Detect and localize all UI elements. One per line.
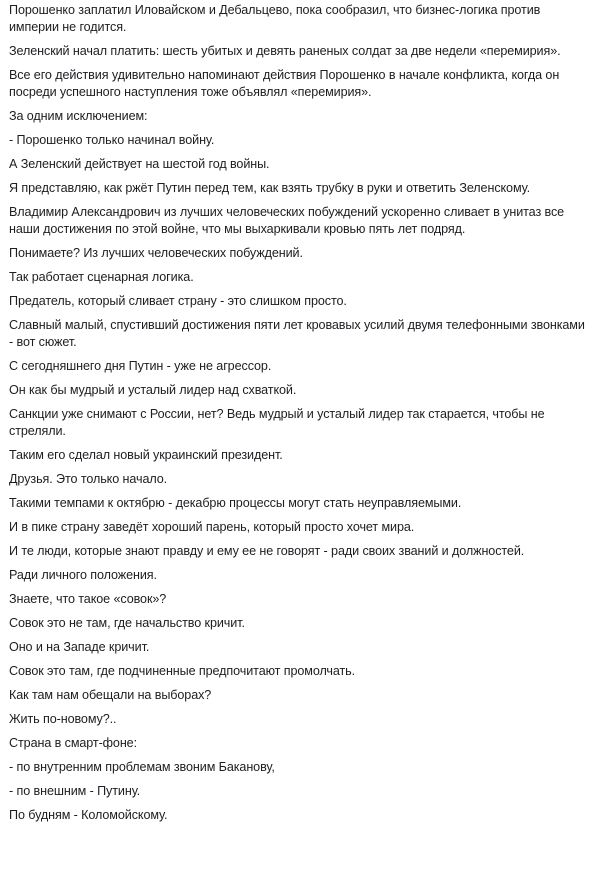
paragraph: Знаете, что такое «совок»? xyxy=(9,592,167,606)
paragraph: Совок это не там, где начальство кричит. xyxy=(9,616,245,630)
paragraph: Санкции уже снимают с России, нет? Ведь мудрый и усталый лидер так старается, чтобы не стреляли. xyxy=(9,407,545,438)
paragraph: Понимаете? Из лучших человеческих побуждений. xyxy=(9,246,303,260)
paragraph: - по внутренним проблемам звоним Баканову, xyxy=(9,760,275,774)
paragraph: Предатель, который сливает страну - это слишком просто. xyxy=(9,294,347,308)
paragraph: Зеленский начал платить: шесть убитых и девять раненых солдат за две недели «перемирия». xyxy=(9,44,561,58)
paragraph: Он как бы мудрый и усталый лидер над схваткой. xyxy=(9,383,297,397)
paragraph: Друзья. Это только начало. xyxy=(9,472,168,486)
paragraph: Оно и на Западе кричит. xyxy=(9,640,150,654)
paragraph: Жить по-новому?.. xyxy=(9,712,117,726)
paragraph: Ради личного положения. xyxy=(9,568,157,582)
paragraph: Я представляю, как ржёт Путин перед тем, как взять трубку в руки и ответить Зеленскому. xyxy=(9,181,530,195)
paragraph: За одним исключением: xyxy=(9,109,148,123)
paragraph: А Зеленский действует на шестой год войны. xyxy=(9,157,270,171)
paragraph: - Порошенко только начинал войну. xyxy=(9,133,215,147)
paragraph: Так работает сценарная логика. xyxy=(9,270,194,284)
paragraph: Как там нам обещали на выборах? xyxy=(9,688,212,702)
paragraph: Все его действия удивительно напоминают действия Порошенко в начале конфликта, когда он посреди успешного наступления тоже объявлял «перемирия». xyxy=(9,68,560,99)
paragraph: Такими темпами к октябрю - декабрю процессы могут стать неуправляемыми. xyxy=(9,496,462,510)
paragraph: Страна в смарт-фоне: xyxy=(9,736,137,750)
paragraph: Славный малый, спустивший достижения пяти лет кровавых усилий двумя телефонными звонками - вот сюжет. xyxy=(9,318,585,349)
paragraph: Совок это там, где подчиненные предпочитают промолчать. xyxy=(9,664,356,678)
paragraph: - по внешним - Путину. xyxy=(9,784,141,798)
paragraph: С сегодняшнего дня Путин - уже не агрессор. xyxy=(9,359,272,373)
paragraph: И те люди, которые знают правду и ему ее не говорят - ради своих званий и должностей. xyxy=(9,544,525,558)
paragraph: По будням - Коломойскому. xyxy=(9,808,168,822)
paragraph: Таким его сделал новый украинский президент. xyxy=(9,448,283,462)
paragraph: Порошенко заплатил Иловайском и Дебальцево, пока сообразил, что бизнес-логика против империи не годится. xyxy=(9,3,541,34)
paragraph: И в пике страну заведёт хороший парень, который просто хочет мира. xyxy=(9,520,415,534)
paragraph: Владимир Александрович из лучших человеческих побуждений ускоренно сливает в унитаз все наши достижения по этой войне, что мы выхаркивали кровью пять лет подряд. xyxy=(9,205,565,236)
